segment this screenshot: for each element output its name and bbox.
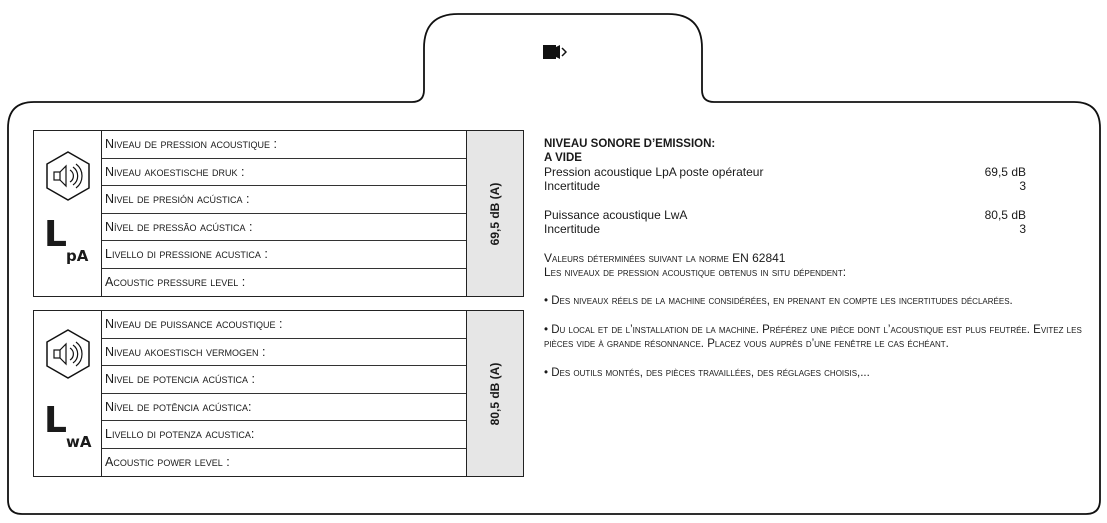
lpa-label-row: Nível de pressão acústica : xyxy=(102,214,466,242)
lpa-value-cell xyxy=(466,131,523,296)
lpa-symbol-cell xyxy=(34,131,102,296)
lpa-label-list xyxy=(102,131,466,296)
bullet-item: • Des outils montés, des pièces travaillées, des réglages choisis,... xyxy=(544,366,870,379)
power-row xyxy=(544,208,1089,222)
lwa-label-list xyxy=(102,311,466,476)
power-value: 80,5 dB xyxy=(984,208,1026,222)
uncertainty-label: Incertitude xyxy=(544,222,601,236)
lwa-value: 80,5 dB (A) xyxy=(488,362,502,425)
lwa-label-row: Livello di potenza acustica: xyxy=(102,421,466,449)
speaker-icon xyxy=(543,44,567,60)
pressure-value: 69,5 dB xyxy=(984,165,1026,179)
lpa-label-row: Acoustic pressure level : xyxy=(105,274,246,289)
insitu-line: Les niveaux de pression acoustique obtenus in situ dépendent: xyxy=(544,265,847,279)
hexagon-speaker-icon xyxy=(43,329,93,379)
bullet-item: • Du local et de l’installation de la machine. Préférez une pièce dont l’acoustique est plus feutrée. Evitez les pièces vide à grande résonnance. Placez vous auprès d’une fenêtre le cas échéant. xyxy=(544,323,1082,350)
uncertainty-row xyxy=(544,179,1089,193)
uncertainty-value: 3 xyxy=(1019,222,1026,236)
lpa-panel xyxy=(33,130,524,297)
lwa-label-row: Nivel de potencia acústica : xyxy=(102,366,466,394)
emission-subheading: A VIDE xyxy=(544,152,582,164)
lwa-symbol-letter: L xyxy=(44,400,67,441)
lwa-label-row: Nível de potência acústica: xyxy=(102,394,466,422)
lpa-symbol-letter: L xyxy=(44,214,67,255)
hexagon-speaker-icon xyxy=(43,151,93,201)
lwa-label-row: Acoustic power level : xyxy=(105,454,230,469)
lpa-symbol-sub: pA xyxy=(66,247,89,265)
lwa-panel xyxy=(33,310,524,477)
power-label: Puissance acoustique LwA xyxy=(544,208,688,222)
lpa-value: 69,5 dB (A) xyxy=(488,182,502,245)
lpa-label-row: Nivel de presión acústica : xyxy=(102,186,466,214)
uncertainty-value: 3 xyxy=(1019,179,1026,193)
pressure-row xyxy=(544,165,1089,179)
emission-info xyxy=(544,137,1089,380)
uncertainty-label: Incertitude xyxy=(544,179,601,193)
norm-line: Valeurs déterminées suivant la norme EN 62841 xyxy=(544,251,786,265)
lwa-symbol-sub: wA xyxy=(66,433,92,451)
lwa-label-row: Niveau de puissance acoustique : xyxy=(102,311,466,339)
lpa-label-row: Livello di pressione acustica : xyxy=(102,241,466,269)
lwa-symbol-cell xyxy=(34,311,102,476)
emission-heading: NIVEAU SONORE D’EMISSION: xyxy=(544,138,716,150)
lwa-value-cell xyxy=(466,311,523,476)
lpa-label-row: Niveau akoestische druk : xyxy=(102,159,466,187)
pressure-label: Pression acoustique LpA poste opérateur xyxy=(544,165,764,179)
uncertainty-row xyxy=(544,222,1089,236)
lwa-label-row: Niveau akoestisch vermogen : xyxy=(102,339,466,367)
lpa-label-row: Niveau de pression acoustique : xyxy=(102,131,466,159)
bullet-item: • Des niveaux réels de la machine considérées, en prenant en compte les incertitudes déclarées. xyxy=(544,295,1013,307)
